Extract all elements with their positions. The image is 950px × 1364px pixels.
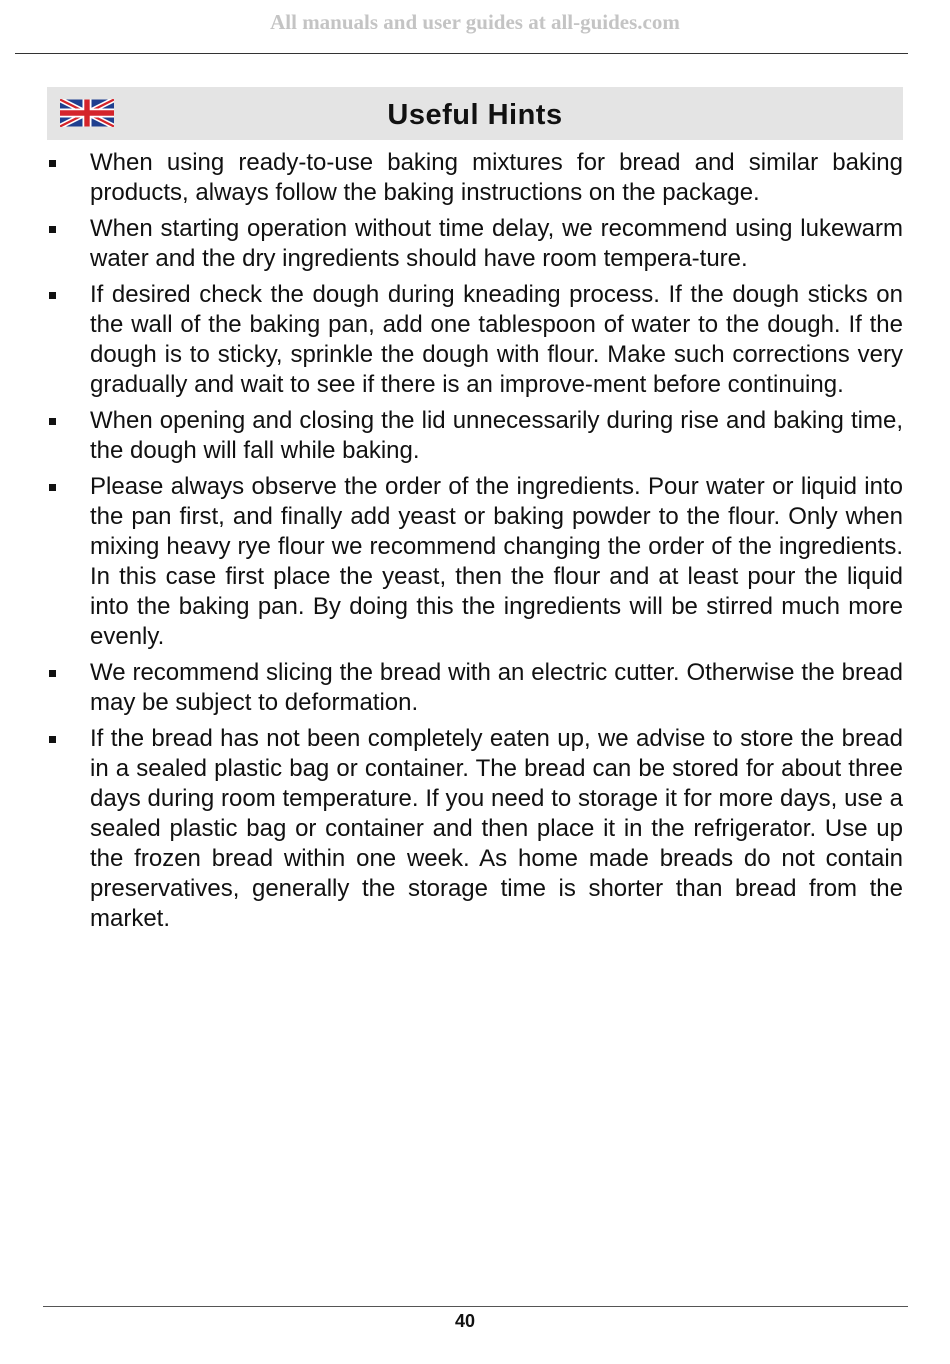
list-item <box>47 148 903 208</box>
list-item <box>47 658 903 718</box>
list-item <box>47 406 903 466</box>
section-heading-bar <box>47 87 903 140</box>
bullet-icon <box>49 736 56 743</box>
bullet-icon <box>49 226 56 233</box>
hint-text: When using ready-to-use baking mixtures for bread and similar baking products, always follow the baking instructions on the package. <box>90 149 903 206</box>
bottom-divider <box>43 1306 908 1307</box>
list-item <box>47 214 903 274</box>
list-item <box>47 724 903 934</box>
hint-text: When starting operation without time delay, we recommend using lukewarm water and the dry ingredients should have room tempera-ture. <box>90 215 903 272</box>
bullet-icon <box>49 484 56 491</box>
bullet-icon <box>49 418 56 425</box>
hints-list <box>47 148 903 940</box>
bullet-icon <box>49 292 56 299</box>
bullet-icon <box>49 670 56 677</box>
top-divider <box>15 53 908 54</box>
hint-text: If the bread has not been completely eaten up, we advise to store the bread in a sealed plastic bag or container. The bread can be stored for about three days during room temperature. If you need to storage it for more days, use a sealed plastic bag or container and then place it in the refrigerator. Use up the frozen bread within one week. As home made breads do not contain preservatives, generally the storage time is shorter than bread from the market. <box>90 725 903 932</box>
page-number: 40 <box>454 1311 476 1331</box>
hint-text: When opening and closing the lid unnecessarily during rise and baking time, the dough will fall while baking. <box>90 407 903 464</box>
list-item <box>47 472 903 652</box>
hint-text: If desired check the dough during kneading process. If the dough sticks on the wall of the baking pan, add one tablespoon of water to the dough. If the dough is to sticky, sprinkle the dough with flour. Make such corrections very gradually and wait to see if there is an improve-ment before continuing. <box>90 281 903 398</box>
bullet-icon <box>49 160 56 167</box>
hint-text: We recommend slicing the bread with an electric cutter. Otherwise the bread may be subject to deformation. <box>90 659 903 716</box>
hint-text: Please always observe the order of the ingredients. Pour water or liquid into the pan first, and finally add yeast or baking powder to the flour. Only when mixing heavy rye flour we recommend changing the order of the ingredients. In this case first place the yeast, then the flour and at least pour the liquid into the baking pan. By doing this the ingredients will be stirred much more evenly. <box>90 473 903 650</box>
site-banner: All manuals and user guides at all-guides.com <box>270 10 680 34</box>
section-title: Useful Hints <box>387 99 563 131</box>
list-item <box>47 280 903 400</box>
